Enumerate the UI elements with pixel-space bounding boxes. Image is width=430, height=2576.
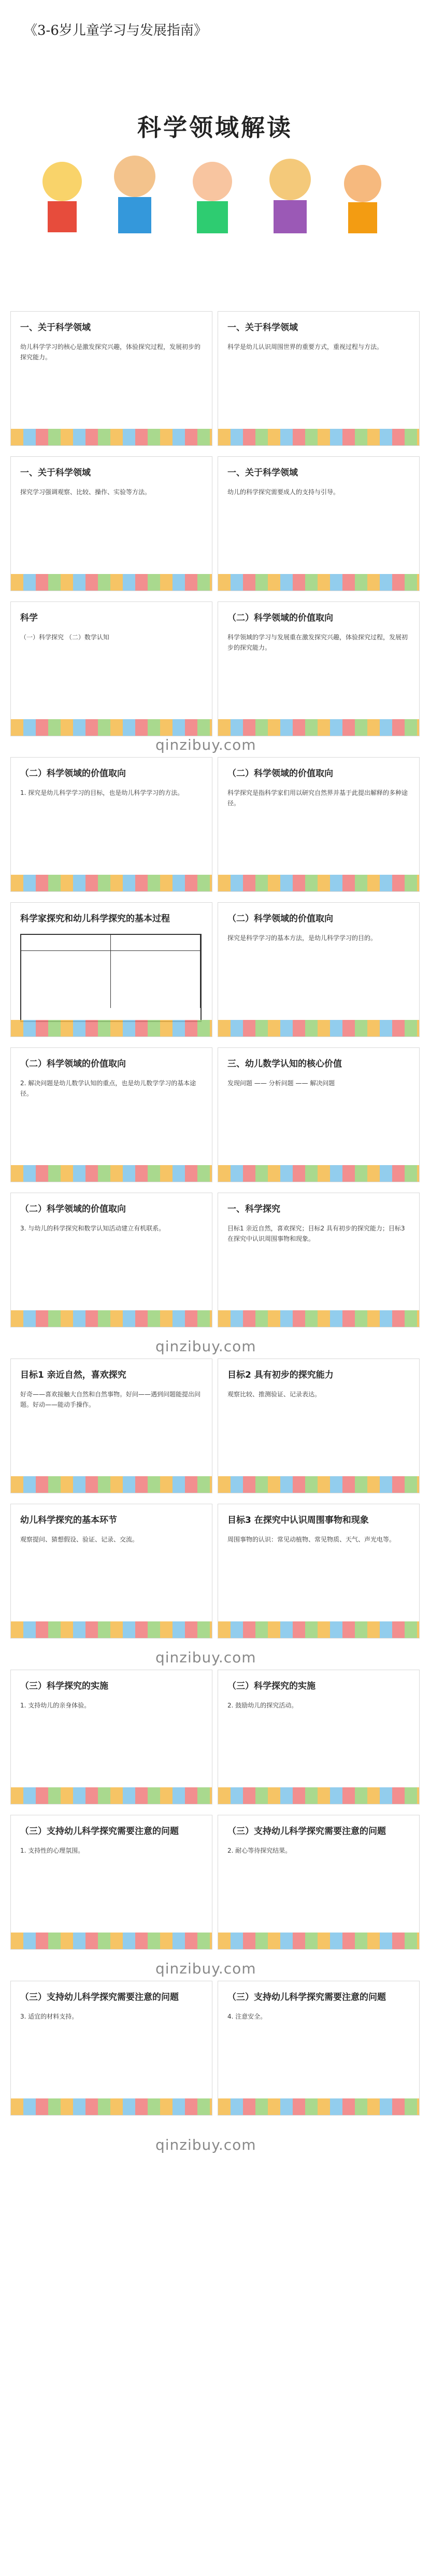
slide-title: 一、关于科学领域 xyxy=(227,323,298,333)
table-cell xyxy=(111,951,200,1008)
watermark-text: qinzibuy.com xyxy=(155,1338,256,1355)
slide-2 xyxy=(218,311,420,446)
decor-strip xyxy=(11,1787,212,1804)
decor-strip xyxy=(218,429,419,445)
slide-title: （三）科学探究的实施 xyxy=(20,1681,108,1691)
slide-title: 目标2 具有初步的探究能力 xyxy=(227,1370,334,1380)
slide-title: 一、关于科学领域 xyxy=(227,468,298,478)
kid-2 xyxy=(114,156,155,233)
table-cell xyxy=(21,935,111,950)
decor-strip xyxy=(218,719,419,736)
decor-strip xyxy=(218,2098,419,2115)
slide-23 xyxy=(10,1981,212,2116)
watermark-text: qinzibuy.com xyxy=(155,1649,256,1666)
decor-strip xyxy=(218,574,419,591)
slide-title: （三）支持幼儿科学探究需要注意的问题 xyxy=(20,1826,179,1837)
decor-strip xyxy=(11,574,212,591)
slide-title: （三）支持幼儿科学探究需要注意的问题 xyxy=(227,1992,386,2003)
slide-10 xyxy=(218,902,420,1037)
slide-5 xyxy=(10,601,212,736)
table-row xyxy=(21,951,200,1008)
slide-title: （二）科学领域的价值取向 xyxy=(20,768,126,779)
slide-4 xyxy=(218,456,420,591)
watermark-text: qinzibuy.com xyxy=(155,736,256,753)
decor-strip xyxy=(11,1165,212,1182)
slide-17 xyxy=(10,1504,212,1639)
slide-title: （二）科学领域的价值取向 xyxy=(20,1204,126,1214)
decor-strip xyxy=(11,1020,212,1037)
slide-body: 幼儿科学学习的核心是激发探究兴趣，体验探究过程，发展初步的探究能力。 xyxy=(20,343,201,361)
kid-3 xyxy=(193,162,232,233)
decor-strip xyxy=(218,1165,419,1182)
table-header-row xyxy=(21,935,200,951)
slide-body: 发现问题 —— 分析问题 —— 解决问题 xyxy=(227,1080,335,1087)
slide-title: 一、科学探究 xyxy=(227,1204,280,1214)
slide-24 xyxy=(218,1981,420,2116)
slide-12 xyxy=(218,1047,420,1182)
kid-5 xyxy=(344,165,381,233)
decor-strip xyxy=(11,875,212,891)
slide-body: 3. 与幼儿的科学探究和数学认知活动建立有机联系。 xyxy=(20,1225,165,1232)
slide-body: 周围事物的认识：常见动植物、常见物质、天气、声光电等。 xyxy=(227,1536,396,1543)
decor-strip xyxy=(11,429,212,445)
slide-22 xyxy=(218,1815,420,1950)
slide-20 xyxy=(218,1670,420,1804)
slide-body: 观察提问、猜想假设、验证、记录、交流。 xyxy=(20,1536,139,1543)
slide-title: （二）科学领域的价值取向 xyxy=(227,914,333,924)
slide-body: 科学探究是指科学家们用以研究自然界并基于此提出解释的多种途径。 xyxy=(227,789,408,807)
slide-title: （三）支持幼儿科学探究需要注意的问题 xyxy=(227,1826,386,1837)
slide-body: 探究是科学学习的基本方法，是幼儿科学学习的目的。 xyxy=(227,934,377,942)
decor-strip xyxy=(218,1020,419,1037)
decor-strip xyxy=(11,2098,212,2115)
slide-18 xyxy=(218,1504,420,1639)
watermark-text: qinzibuy.com xyxy=(155,2136,256,2153)
process-table xyxy=(20,934,202,1022)
slide-title: 一、关于科学领域 xyxy=(20,468,91,478)
slide-body: 目标1 亲近自然，喜欢探究；目标2 具有初步的探究能力；目标3 在探究中认识周围事物和现象。 xyxy=(227,1225,405,1243)
decor-strip xyxy=(218,875,419,891)
slide-15 xyxy=(10,1359,212,1493)
decor-strip xyxy=(11,1476,212,1493)
slide-title: 目标3 在探究中认识周围事物和现象 xyxy=(227,1515,369,1525)
slide-body: 4. 注意安全。 xyxy=(227,2013,267,2020)
slide-body: 2. 耐心等待探究结果。 xyxy=(227,1847,292,1854)
slide-9 xyxy=(10,902,212,1037)
decor-strip xyxy=(11,1933,212,1949)
slide-title: （二）科学领域的价值取向 xyxy=(227,613,333,623)
slide-body: 1. 支持性的心理氛围。 xyxy=(20,1847,84,1854)
slide-body: 2. 解决问题是幼儿数学认知的重点，也是幼儿数学学习的基本途径。 xyxy=(20,1080,196,1098)
decor-strip xyxy=(11,1621,212,1638)
slide-title: （二）科学领域的价值取向 xyxy=(20,1059,126,1069)
slide-body: 观察比较、推测验证、记录表达。 xyxy=(227,1391,321,1398)
slide-1 xyxy=(10,311,212,446)
slide-body: 幼儿的科学探究需要成人的支持与引导。 xyxy=(227,488,340,496)
table-cell xyxy=(111,935,200,950)
slide-body: 1. 支持幼儿的亲身体验。 xyxy=(20,1702,91,1709)
slide-body: （一）科学探究 （二）数学认知 xyxy=(20,634,109,641)
slide-title: （三）支持幼儿科学探究需要注意的问题 xyxy=(20,1992,179,2003)
slide-title: 三、幼儿数学认知的核心价值 xyxy=(227,1059,342,1069)
slide-title: 目标1 亲近自然，喜欢探究 xyxy=(20,1370,126,1380)
slide-3 xyxy=(10,456,212,591)
slide-6 xyxy=(218,601,420,736)
slide-14 xyxy=(218,1193,420,1327)
slide-body: 3. 适宜的材料支持。 xyxy=(20,2013,78,2020)
slide-11 xyxy=(10,1047,212,1182)
decor-strip xyxy=(11,1310,212,1327)
decor-strip xyxy=(218,1476,419,1493)
decor-strip xyxy=(11,719,212,736)
slide-8 xyxy=(218,757,420,892)
slide-title: 幼儿科学探究的基本环节 xyxy=(20,1515,117,1525)
slide-body: 2. 鼓励幼儿的探究活动。 xyxy=(227,1702,298,1709)
cover-section xyxy=(0,0,430,244)
table-cell xyxy=(21,951,111,1008)
watermark-text: qinzibuy.com xyxy=(155,1960,256,1977)
slide-body: 科学领域的学习与发展重在激发探究兴趣，体验探究过程，发展初步的探究能力。 xyxy=(227,634,408,652)
slide-title: 一、关于科学领域 xyxy=(20,323,91,333)
decor-strip xyxy=(218,1310,419,1327)
slide-title: 科学家探究和幼儿科学探究的基本过程 xyxy=(20,914,170,924)
slide-21 xyxy=(10,1815,212,1950)
decor-strip xyxy=(218,1621,419,1638)
page-title: 科学领域解读 xyxy=(137,114,293,142)
slide-16 xyxy=(218,1359,420,1493)
kid-1 xyxy=(42,162,82,232)
slide-body: 科学是幼儿认识周围世界的重要方式，重视过程与方法。 xyxy=(227,343,383,351)
slide-19 xyxy=(10,1670,212,1804)
slide-body: 好奇——喜欢接触大自然和自然事物。好问——遇到问题能提出问题。好动——能动手操作。 xyxy=(20,1391,201,1409)
series-title: 《3-6岁儿童学习与发展指南》 xyxy=(24,23,207,38)
slide-body: 探究学习强调观察、比较、操作、实验等方法。 xyxy=(20,488,151,496)
kid-4 xyxy=(269,159,311,233)
slide-body: 1. 探究是幼儿科学学习的目标，也是幼儿科学学习的方法。 xyxy=(20,789,184,796)
children-illustration xyxy=(0,135,430,239)
slide-title: （二）科学领域的价值取向 xyxy=(227,768,333,779)
slide-7 xyxy=(10,757,212,892)
decor-strip xyxy=(218,1933,419,1949)
slide-title: 科学 xyxy=(20,613,38,623)
slide-13 xyxy=(10,1193,212,1327)
decor-strip xyxy=(218,1787,419,1804)
slide-title: （三）科学探究的实施 xyxy=(227,1681,316,1691)
